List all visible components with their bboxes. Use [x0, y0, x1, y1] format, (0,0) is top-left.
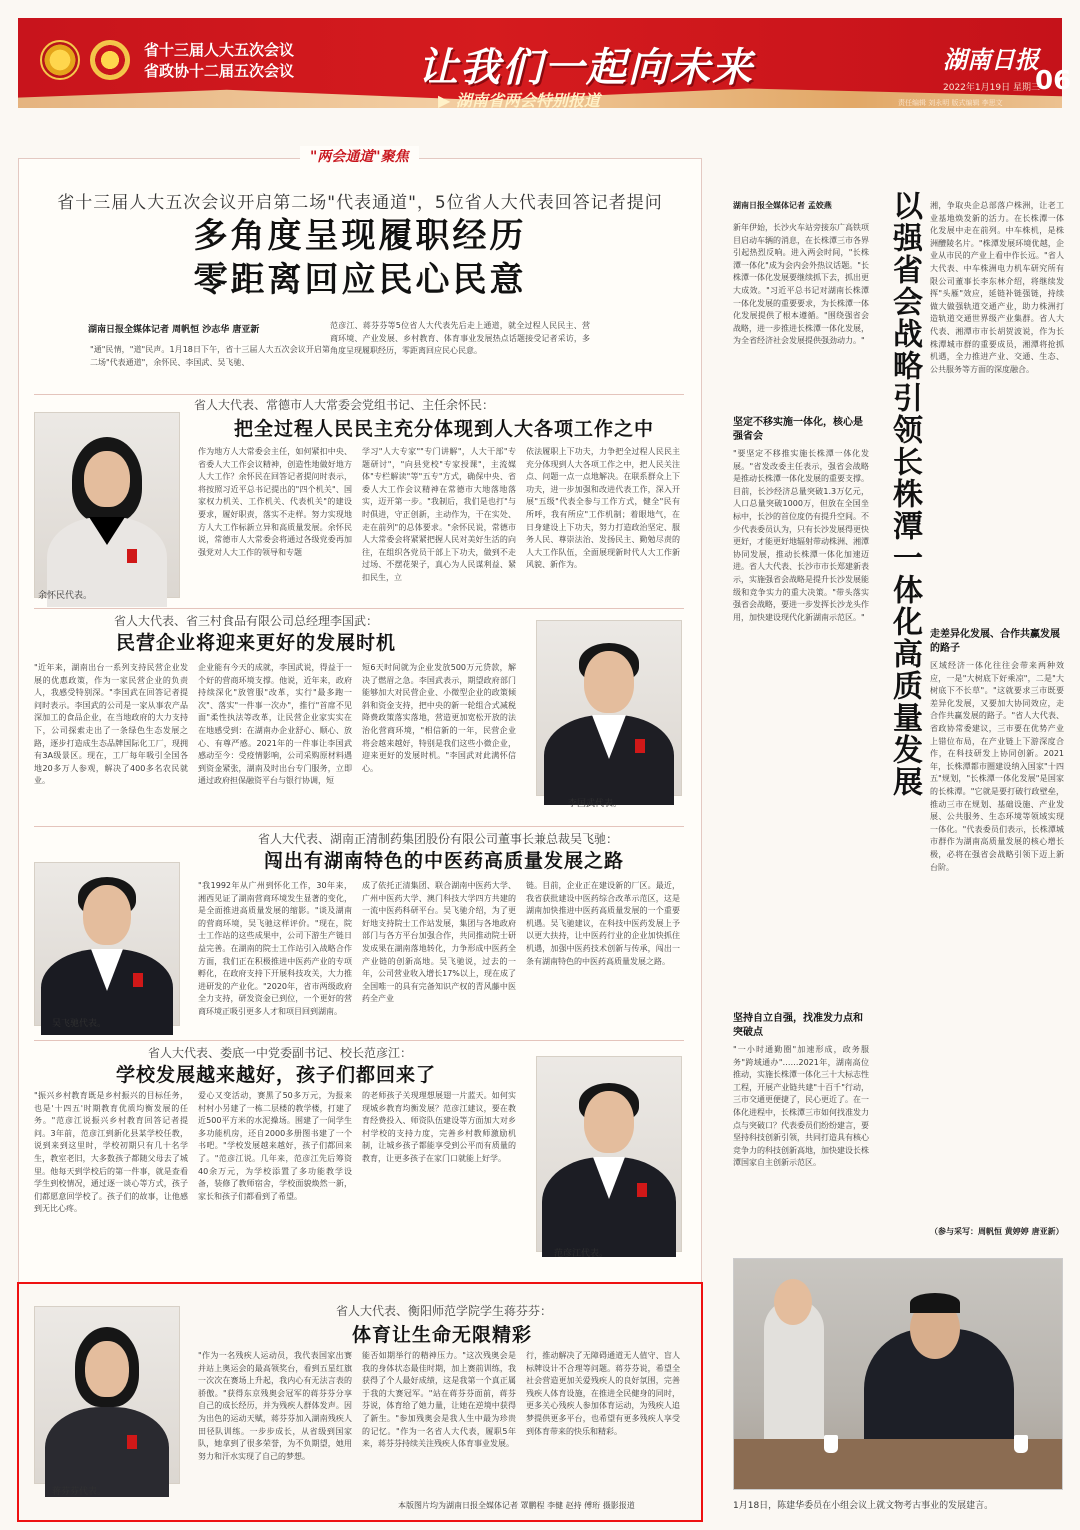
slogan: 让我们一起向未来	[418, 45, 754, 91]
section-kicker: 省人大代表、衡阳师范学院学生蒋芬芬：	[336, 1304, 553, 1318]
article-column: 作为地方人大常委会主任，如何紧扣中央、省委人大工作会议精神，创造性地做好地方人大工作？余怀民在回答记者提问时表示，将按照习近平总书记提出的"四个机关"、国家权力机关、工作机关、代表机关"的建设要求，履好职责，落实不走样。努力实现地方人大工作标新立异和高质量发展。余怀民说，常德市人大常委会将通过各级党委再加强党对人大工作的领导和专题	[198, 447, 352, 557]
right-subheading: 坚持自立自强，找准发力点和突破点	[733, 1013, 863, 1038]
right-article-text: 新年伊始，长沙火车站旁接东广高铁项目启动车辆的消息，在长株潭三市各界引起热烈反响。进入两会时间，"长株潭一体化"成为会内会外热议话题。"长株潭一体化发展要继续抓下去，抓出更大成效。"习近平总书记对湖南长株潭一体化发展的重要要求，为长株潭一体化发展提供了根本遵循。"围绕强省会战略，进一步推进长株潭一体化发展，为全省经济社会发展提供强劲动力。"	[733, 223, 869, 346]
right-subheading: 坚定不移实施一体化，核心是强省会	[733, 417, 863, 442]
photo-caption: 李国武代表。	[568, 799, 623, 809]
meeting-photo	[733, 1258, 1063, 1490]
right-credit: （参与采写：周帆恒 黄婷婷 唐亚新）	[930, 1227, 1064, 1236]
page-number: 06	[1035, 66, 1072, 96]
article-column: 依法履职上下功夫，力争把全过程人民民主充分体现到人大各项工作之中，把人民关注点、问题一点一点地解决。在联系群众上下功夫，进一步加强和改进代表工作，深入开展"五级"代表全参与工作方式，健全"民有所呼，我有所应"工作机制；着眼地气，在日身建设上下功夫，努力打造政治坚定、服务人民、尊崇法治、发扬民主、勤勉尽责的人大工作队伍，全面展现新时代人大工作新风貌、新作为。	[526, 447, 680, 570]
slogan-sub: ▶ 湖南省两会特别报道	[438, 91, 600, 110]
right-byline: 湖南日报全媒体记者 孟姣燕	[733, 201, 832, 210]
article-column: 的老师孩子关现理想展翅一片蓝天。如何实现城乡教育均衡发展？范彦江建议，要在教育经费投入、师资队伍建设等方面加大对乡村学校的支持力度，完善乡村教师激励机制，让城乡孩子都能享受到公平而有质量的教育，让更多孩子在家门口就能上好学。	[362, 1091, 516, 1163]
section-divider	[34, 394, 684, 395]
right-article-text: 湘，争取央企总部落户株洲，让老工业基地焕发新的活力。在长株潭一体化发展中走在前列。中车株机，是株洲醴陵名片。"株潭发展环境优越，企业从市民的产业上看中作长远。"省人大代表、中车株洲电力机车研究所有限公司董事长李东林介绍，将继续发挥"头雁"效应，延链补链强链，持续做大做强轨道交通产业，助力株洲打造轨道交通世界级产业集群。省人大代表、湘潭市市长胡贺波说，作为长株潭城市群的重要成员，湘潭将抢抓机遇，全力推进产业、交通、生态、公共服务等方面的深度融合。	[930, 201, 1064, 374]
portrait-photo	[536, 620, 682, 796]
photo-caption: 余怀民代表。	[38, 591, 93, 601]
lead-headline: 多角度呈现履职经历 零距离回应民心民意	[193, 216, 527, 300]
article-column: 能否如期举行的精神压力。"这次残奥会是我的身体状态最佳时期，加上赛前训练，我获得了个人最好成绩，这是我第一个真正属于我的大赛冠军。"站在蒋芬芬面前，蒋芬芬说，体育给了她力量，让她在逆境中获得了新生。"参加残奥会是我人生中最为珍贵的记忆。"作为一名省人大代表，履职5年来，蒋芬芬持续关注残疾人体育事业发展。	[362, 1351, 516, 1449]
section-headline: 体育让生命无限精彩	[352, 1324, 533, 1346]
lead-intro-left: "通"民情，"道"民声。1月18日下午，省十三届人大五次会议开启第二场"代表通道"，余怀民、李国武、吴飞驰、	[90, 345, 330, 367]
article-column: 学习"人大专家""专门讲解"，人大干部"专题研讨"，"向县党校"专家授课"，主流媒体"专栏解读"等"五专"方式，确保中央、省委人大工作会议精神在常德市大地落地落实，迈开第一步。"我制后，我们是也打"与时俱进，守正创新，主动作为，干在实处、走在前列"的总体要求。"余怀民说，常德市人大常委会将紧紧把握人民对美好生活的向往，在组织各党员干部上下功夫，做到不走过场、不摆花架子，真心为人民谋利益、紧扣民生，立	[362, 447, 516, 582]
section-headline: 把全过程人民民主充分体现到人大各项工作之中	[234, 418, 655, 440]
portrait-photo	[34, 862, 180, 1026]
section-divider	[34, 608, 684, 609]
photo-caption: 蒋芬芬代表。	[52, 1487, 107, 1497]
article-column: "振兴乡村教育既是乡村振兴的目标任务，也是'十四五'时期教育优质均衡发展的任务。"范彦江说振兴乡村教育回答记者提问。3年前，范彦江到新化县某学校任教，说到来到这里时，学校初期只有几十名学生，教室老旧，大多数孩子都随父母去了城里。他每天到学校后的第一件事，就是查看学生到校情况，通过逐一谈心等方式，孩子们都愿意回学校了。孩子们的故事，让他感到无比心疼。	[34, 1091, 188, 1214]
section-kicker: 省人大代表、湖南正清制药集团股份有限公司董事长兼总裁吴飞驰：	[258, 832, 619, 846]
photo-credit: 本版图片均为湖南日报全媒体记者 罩鹏程 李健 赵持 傅珩 摄影报道	[398, 1501, 635, 1510]
photo-caption: 范彦江代表。	[554, 1249, 609, 1259]
article-column: 爱心又变活动，赛黑了50多万元，为报来村村小另建了一栋二层楼的教学楼，打建了近500平方米的水泥操场。围建了一间学生多功能机房，还自2000多册图书建了一个书吧。"学校发展越来越好，孩子们都回来了。"范彦江说。几年来，范彦江先后筹资40余万元，为学校添置了多功能教学设备，装修了教师宿舍，学校面貌焕然一新，家长和孩子们都看到了希望。	[198, 1091, 352, 1201]
right-photo-caption: 1月18日，陈建华委员在小组会议上就文物考古事业的发展建言。	[733, 1501, 994, 1511]
section-divider	[34, 1040, 684, 1041]
article-column: 链。目前，企业正在建设新的厂区。最近，我省获批建设中医药综合改革示范区，这是湖南加快推进中医药高质量发展的一个重要机遇。吴飞驰建议，在科技中医药发展上予以更大扶持，让中医药行业的企业加快抓住机遇，加强中医药技术创新与传承，闯出一条有湖南特色的中医药高质量发展之路。	[526, 881, 680, 966]
lead-intro-right: 范彦江、蒋芬芬等5位省人大代表先后走上通道，就全过程人民民主、营商环境、产业发展、乡村教育、体育事业发展热点话题接受记者采访，多角度呈现履职经历，零距离回应民心民意。	[330, 321, 590, 356]
article-column: "作为一名残疾人运动员，我代表国家出赛并站上奥运会的最高领奖台，看到五星红旗一次次在赛场上升起，我内心有无法言表的骄傲。"获得东京残奥会冠军的蒋芬芬分享自己的成长经历，并为残疾人群体发声。因为出色的运动天赋，蒋芬芬加入湖南残疾人田径队训练。一步步成长，从省级到国家队，她拿到了很多荣誉，为不负期望，她用努力和汗水实现了自己的梦想。	[198, 1351, 352, 1461]
portrait-photo	[34, 412, 180, 598]
national-emblem-icon	[40, 40, 80, 80]
session-title: 省十三届人大五次会议 省政协十二届五次会议	[144, 41, 295, 80]
section-kicker: 省人大代表、娄底一中党委副书记、校长范彦江：	[148, 1046, 413, 1060]
section-divider	[34, 826, 684, 827]
paper-name-logo: 湖南日报	[943, 46, 1039, 74]
section-kicker: 省人大代表、省三村食品有限公司总经理李国武：	[114, 614, 379, 628]
right-article-text: 区域经济一体化往往会带来两种效应，一是"大树底下好乘凉"，二是"大树底下不长草"。"这就要求三市既要差异化发展，又要加大协同效应，走合作共赢发展的路子。"省人大代表、省政协常委建议，三市要在优势产业上错位布局，在产业链上下游深度合作，在科技研发上协同创新。2021年，长株潭都市圈建设纳入国家"十四五"规划，"长株潭一体化发展"是国家的长株潭。"它就是要打破行政壁垒，推动三市在规划、基础设施、产业发展、公共服务、生态环境等领域实现一体化。"代表委员们表示，长株潭城市群作为湖南高质量发展的核心增长极，必将在强省会战略引领下迈上新台阶。	[930, 661, 1064, 872]
article-column: 成了依托正清集团、联合湖南中医药大学、广州中医药大学、澳门科技大学四方共建的一流中医药科研平台。吴飞驰介绍，为了更好地支持院士工作站发展，集团与各地政府部门与各方平台加强合作，共同推动院士研发成果在湖南落地转化，力争形成中医药全产业链的创新高地。吴飞驰说，过去的一年，公司营业收入增长17%以上，现在成了全国唯一的具有完备知识产权的青风藤中医药全产业	[362, 881, 516, 1004]
cppcc-emblem-icon	[90, 40, 130, 80]
article-column: 行，推动解决了无障碍通道无人值守、盲人标牌设计不合理等问题。蒋芬芬说，希望全社会营造更加关爱残疾人的良好氛围，完善残疾人体育设施，在推进全民健身的同时，更多关心残疾人参加体育运动，为残疾人追梦提供更多平台，也希望有更多残疾人享受到体育带来的快乐和精彩。	[526, 1351, 680, 1436]
portrait-photo	[34, 1306, 180, 1484]
section-kicker: 省人大代表、常德市人大常委会党组书记、主任余怀民：	[194, 398, 495, 412]
masthead	[18, 18, 1072, 110]
article-column: "近年来，湖南出台一系列支持民营企业发展的优惠政策，作为一家民营企业的负责人，我感受特别深。"李国武在回答记者提问时表示。李国武的公司是一家从事农产品深加工的食品企业，在当地政府的大力支持下，公司探索走出了一条绿色生态发展之路，逐步打造成生态品牌国际化工厂，现拥有3A级景区。现在，工厂每年吸引全国各地20多万人参观，解决了400多名农民就业。	[34, 663, 188, 786]
article-column: 短6天时间就为企业发放500万元贷款，解决了燃眉之急。李国武表示，期望政府部门能够加大对民营企业、小微型企业的政策倾斜和资金支持，把中央的新一轮组合式减税降费政策落实落地，营造更加宽松开放的法治化营商环境，"相信新的一年，民营企业将会越来越好，特别是我们这些小微企业，迎来更好的发展时机。"李国武对此满怀信心。	[362, 663, 516, 773]
photo-caption: 吴飞驰代表。	[52, 1019, 107, 1029]
right-vertical-headline: 以强省会战略引领长株潭一体化高质量发展	[887, 190, 922, 798]
portrait-photo	[536, 1056, 682, 1252]
right-article-text: "一小时通勤圈"加速形成，政务服务"跨域通办"……2021年，湖南高位推动，实施长株潭一体化三十大标志性工程，开展产业链共建"十百千"行动，三市交通更便捷了，民心更近了。在一体化进程中，长株潭三市如何找准发力点与突破口？代表委员们纷纷建言，要坚持科技创新引领，共同打造具有核心竞争力的科技创新高地，加快建设长株潭国家自主创新示范区。	[733, 1045, 869, 1168]
column-tag: "两会通道"聚焦	[300, 146, 419, 166]
editor-credit: 责任编辑 刘永明 版式编辑 李思文	[898, 99, 1003, 107]
section-headline: 闯出有湖南特色的中医药高质量发展之路	[264, 850, 625, 872]
issue-date: 2022年1月19日 星期三	[943, 83, 1040, 93]
right-subheading: 走差异化发展、合作共赢发展的路子	[930, 629, 1060, 654]
right-article-text: "要坚定不移推实施长株潭一体化发展。"省发改委主任表示，强省会战略是推动长株潭一体化发展的重要支撑。目前，长沙经济总量突破1.3万亿元，人口总量突破1000万，但放在全国坐标中，长沙的首位度仍有提升空间。不少代表委员认为，只有长沙发展得更快更好，才能更好地辐射带动株洲、湘潭协同发展，推动长株潭一体化加速迈进。省人大代表、长沙市市长郑建新表示，实施强省会战略是提升长沙发展能级和竞争实力的重大决策。"带头落实强省会战略，要进一步发挥长沙龙头作用，加快建设现代化新湖南示范区。"	[733, 449, 869, 622]
lead-byline: 湖南日报全媒体记者 周帆恒 沙志华 唐亚新	[88, 325, 260, 335]
lead-kicker: 省十三届人大五次会议开启第二场"代表通道"，5位省人大代表回答记者提问	[57, 193, 663, 213]
article-column: "我1992年从广州到怀化工作，30年来，湘西见证了湖南营商环境发生显著的变化，是全面推进高质量发展的缩影。"谈及湖南的营商环境，吴飞驰这样评价。"现在，院士工作站的这些成果中，公司下游生产链日益完善。在湖南的院士工作站引入战略合作方面，我们正在积极推进中医药产业的专项孵化，在政府支持下开展科技攻关，大力推进研发的产业化。"2020年，省市两级政府全力支持，研发资金已到位，一个更好的营商环境正吸引更多人才和项目回到湖南。	[198, 881, 352, 1016]
section-headline: 民营企业将迎来更好的发展时机	[116, 632, 397, 654]
article-column: 企业能有今天的成就，李国武说，得益于一个好的营商环境支撑。他说，近年来，政府持续深化"放管服"改革，实行"最多跑一次"、落实"一件事一次办"，推行"首席不见面"柔性执法等改革，让民营企业家实实在在地感受到：在湖南办企业舒心、顺心、放心、有尊严感。2021年的一件事让李国武感动至今：受疫情影响，公司采购原材料遇到资金紧张，湖南及时出台专门服务，立即通过政府担保融资平台与银行协调，短	[198, 663, 352, 786]
section-headline: 学校发展越来越好，孩子们都回来了	[116, 1064, 437, 1086]
